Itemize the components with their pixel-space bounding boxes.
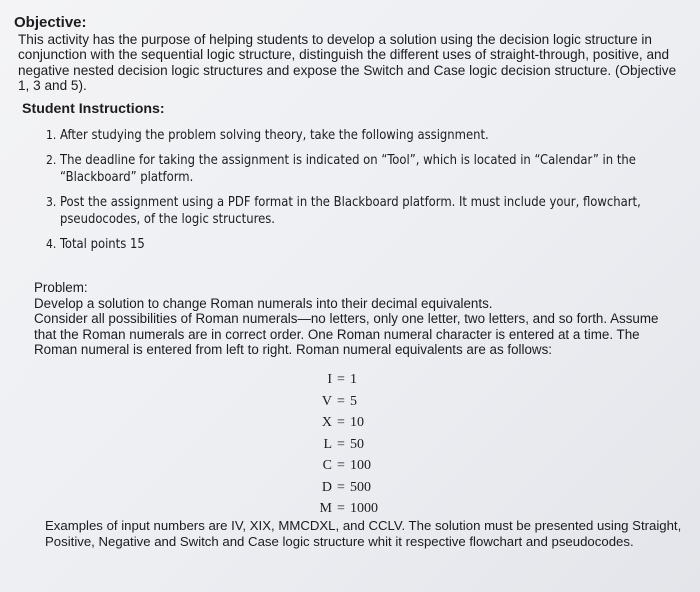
instruction-text: Total points 15 [60, 236, 145, 252]
decimal-value: 10 [350, 415, 364, 430]
decimal-value: 500 [350, 479, 371, 495]
roman-symbol: X [321, 415, 332, 430]
decimal-value: 100 [350, 458, 371, 473]
problem-line-1: Develop a solution to change Roman numerals into their decimal equivalents. [34, 295, 493, 311]
roman-row [294, 369, 378, 391]
roman-row [294, 391, 378, 413]
instruction-text: The deadline for taking the assignment is indicated on “Tool”, which is located in “Calendar” in the “Blackboard” platform. [60, 152, 636, 185]
instruction-number: 4. [46, 237, 57, 251]
roman-row [294, 434, 378, 456]
equals-sign: = [337, 501, 345, 516]
equals-sign: = [337, 372, 345, 387]
decimal-value: 50 [350, 436, 364, 452]
objective-heading: Objective: [14, 14, 87, 31]
roman-row [294, 498, 378, 520]
instruction-item [46, 236, 686, 253]
equals-sign: = [337, 393, 345, 409]
roman-symbol: M [319, 501, 332, 516]
instruction-number: 1. [46, 128, 57, 142]
instructions-heading: Student Instructions: [22, 101, 165, 117]
problem-line-2: Consider all possibilities of Roman numerals—no letters, only one letter, two letters, and so forth. Assume that the Roman numerals are in correct order. One Roman numeral character is entered at a time. The Roman numeral is entered from left to right. Roman numeral equivalents are as follows: [34, 311, 659, 358]
roman-symbol: V [321, 393, 332, 409]
roman-symbol: I [327, 372, 332, 387]
problem-section [34, 280, 684, 358]
decimal-value: 1 [350, 372, 357, 387]
roman-row [294, 477, 378, 499]
roman-row [294, 412, 378, 434]
roman-symbol: C [322, 458, 332, 473]
instruction-item [46, 194, 686, 228]
equals-sign: = [337, 479, 345, 495]
instruction-item [46, 152, 686, 186]
instruction-number: 2. [46, 153, 57, 167]
instruction-text: Post the assignment using a PDF format in the Blackboard platform. It must include your, flowchart, pseudocodes, of the logic structures. [60, 194, 641, 227]
decimal-value: 5 [350, 393, 357, 409]
roman-row [294, 455, 378, 477]
problem-label: Problem: [34, 280, 88, 295]
examples-text: Examples of input numbers are IV, XIX, MMCDXL, and CCLV. The solution must be presented using Straight, Positive, Negative and Switch and Case logic structure whit it respective flowchart and pseudocodes. [45, 518, 682, 549]
roman-numeral-table [294, 369, 378, 520]
equals-sign: = [337, 458, 345, 473]
instruction-number: 3. [46, 195, 57, 209]
equals-sign: = [337, 436, 345, 452]
equals-sign: = [337, 415, 345, 430]
decimal-value: 1000 [350, 501, 378, 516]
instruction-item [46, 127, 686, 144]
instruction-text: After studying the problem solving theory, take the following assignment. [60, 127, 489, 143]
roman-symbol: L [323, 436, 332, 452]
objective-text: This activity has the purpose of helping students to develop a solution using the decision logic structure in conjunction with the sequential logic structure, distinguish the different uses of straight-through, positive, and negative nested decision logic structures and expose the Switch and Case logic decision structure. (Objective 1, 3 and 5). [18, 32, 677, 94]
instructions-list [46, 127, 686, 261]
roman-symbol: D [321, 479, 332, 495]
